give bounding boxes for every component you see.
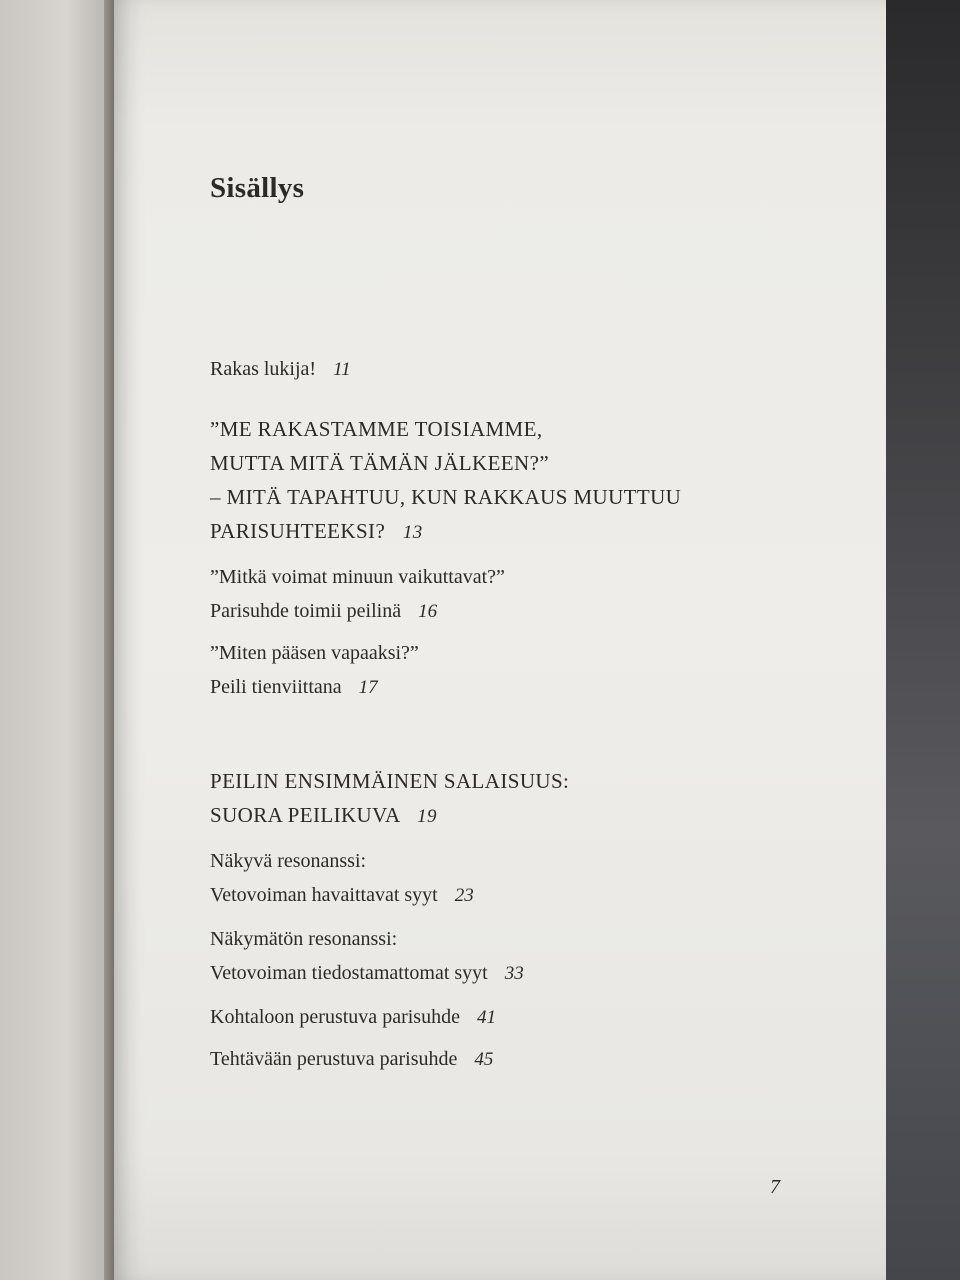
toc-entry-text: Parisuhde toimii peilinä: [210, 600, 402, 622]
toc-entry-text: ”Miten pääsen vapaaksi?”: [210, 642, 419, 664]
toc-entry-text: – MITÄ TAPAHTUU, KUN RAKKAUS MUUTTUU: [210, 485, 682, 509]
toc-entry-text: Vetovoiman havaittavat syyt: [210, 884, 438, 906]
toc-entry: [210, 352, 738, 387]
toc-entry: [210, 412, 738, 550]
toc-entry: [210, 922, 738, 991]
toc-entry-text: Näkyvä resonanssi:: [210, 850, 367, 872]
toc-page-number: 45: [474, 1049, 494, 1070]
toc-page-number: 23: [454, 885, 474, 906]
toc-entry: [210, 844, 738, 913]
page-title: Sisällys: [210, 172, 305, 204]
toc-entry-text: PARISUHTEEKSI?: [210, 519, 386, 543]
toc-entry-text: ”ME RAKASTAMME TOISIAMME,: [210, 417, 543, 441]
toc-entry: [210, 1000, 738, 1035]
toc-entry-text: Vetovoiman tiedostamattomat syyt: [210, 962, 488, 984]
toc-entry-text: PEILIN ENSIMMÄINEN SALAISUUS:: [210, 769, 570, 793]
toc-entry-text: ”Mitkä voimat minuun vaikuttavat?”: [210, 566, 505, 588]
toc-page-number: 19: [417, 806, 437, 827]
left-page-edge: [0, 0, 110, 1280]
toc-page-number: 17: [358, 677, 378, 698]
toc-entry-text: MUTTA MITÄ TÄMÄN JÄLKEEN?”: [210, 451, 550, 475]
toc-entry-text: SUORA PEILIKUVA: [210, 803, 400, 827]
toc-page-number: 41: [476, 1007, 496, 1028]
toc-entry-text: Peili tienviittana: [210, 676, 342, 698]
toc-page-number: 33: [504, 963, 524, 984]
toc-entry: [210, 636, 738, 705]
toc-entry: [210, 1042, 738, 1077]
toc-page-number: 11: [333, 359, 351, 380]
toc-entry: [210, 560, 738, 629]
toc-entry: [210, 764, 738, 834]
toc-page-number: 16: [418, 601, 438, 622]
toc-entry-text: Näkymätön resonanssi:: [210, 928, 398, 950]
toc-page-number: 13: [402, 522, 423, 543]
toc-entry-text: Tehtävään perustuva parisuhde: [210, 1048, 458, 1070]
toc-entry-text: Kohtaloon perustuva parisuhde: [210, 1006, 460, 1028]
page-number: 7: [770, 1176, 780, 1198]
toc-entry-text: Rakas lukija!: [210, 358, 317, 380]
